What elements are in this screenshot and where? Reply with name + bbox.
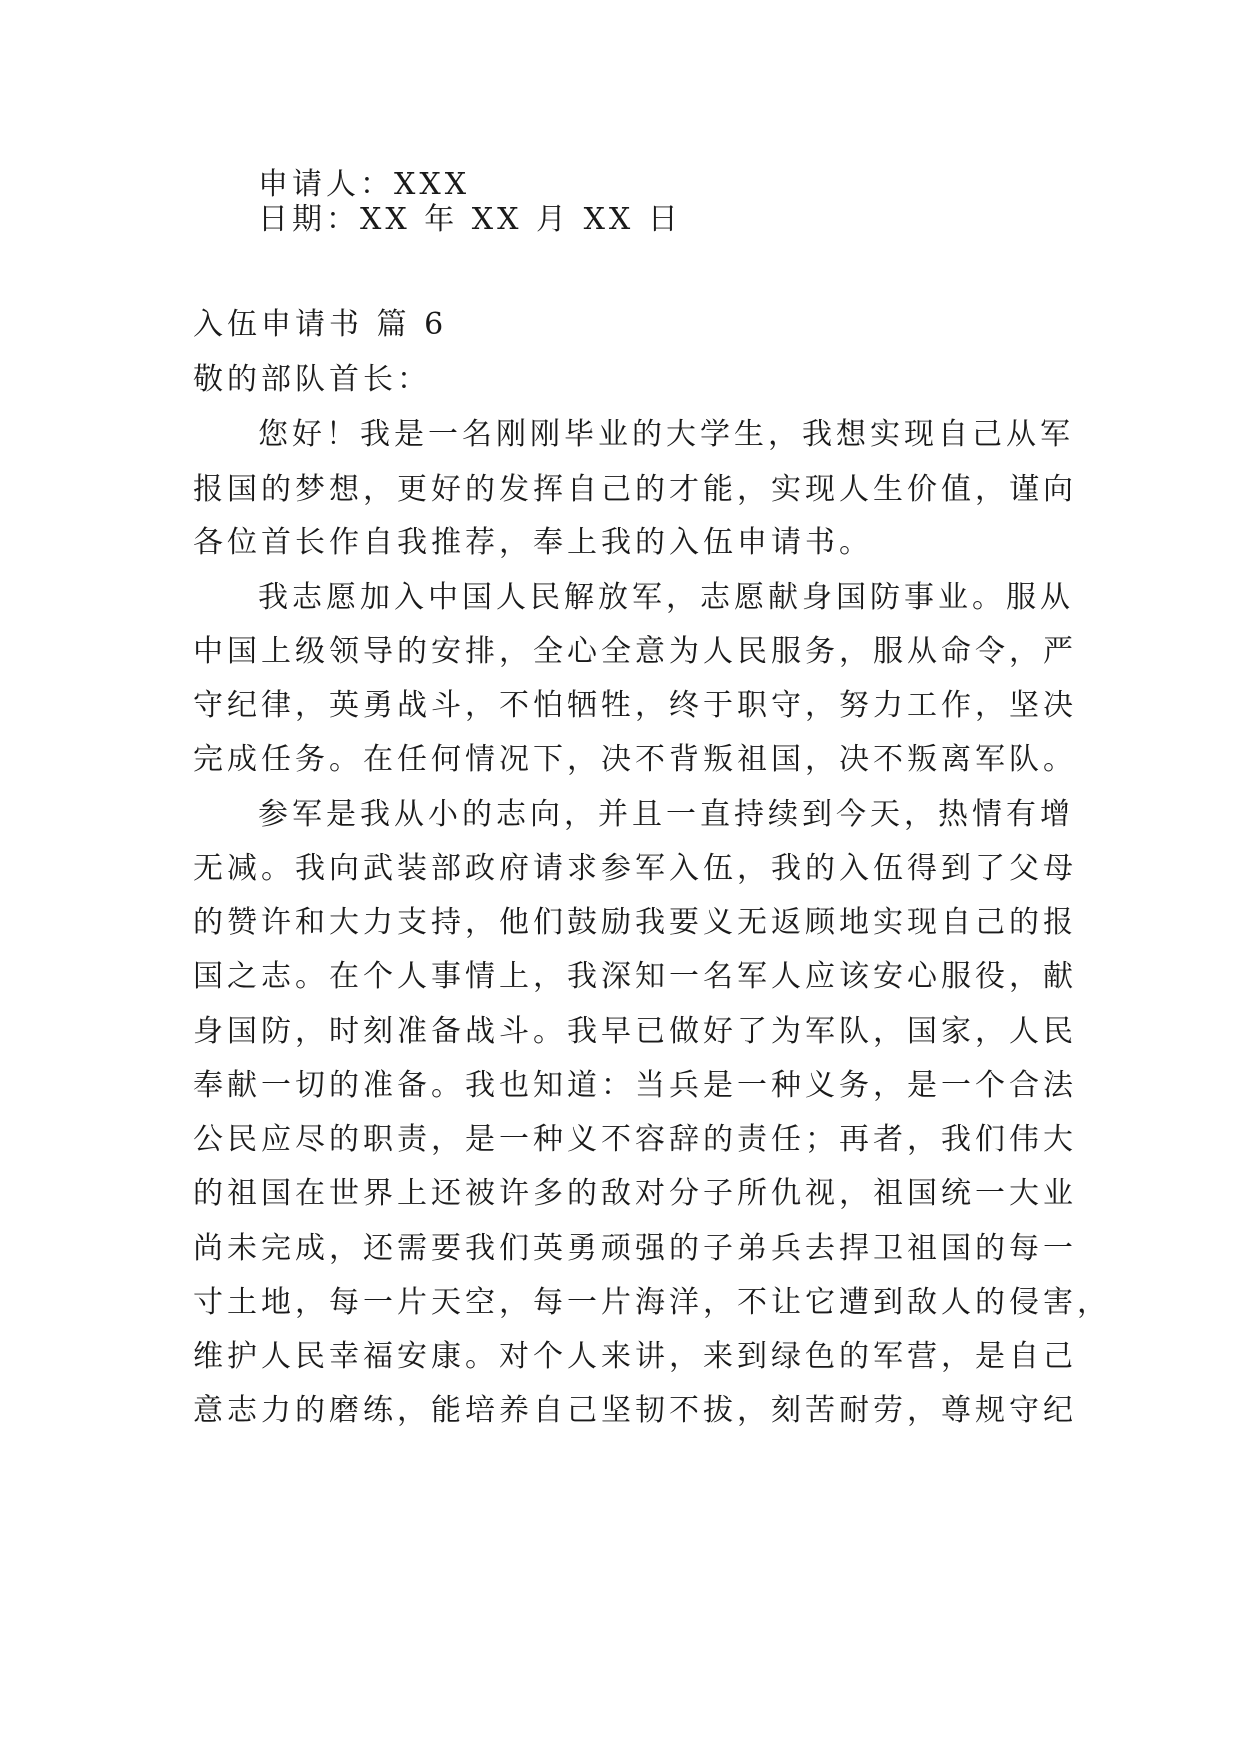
paragraph-line: 的祖国在世界上还被许多的敌对分子所仇视，祖国统一大业 xyxy=(193,1176,1077,1211)
date-line: 日期：XX 年 XX 月 XX 日 xyxy=(258,202,682,237)
paragraph-line: 各位首长作自我推荐，奉上我的入伍申请书。 xyxy=(193,525,873,560)
paragraph-line: 国之志。在个人事情上，我深知一名军人应该安心服役，献 xyxy=(193,959,1077,994)
paragraph-line: 寸土地，每一片天空，每一片海洋，不让它遭到敌人的侵害， xyxy=(193,1285,1111,1320)
salutation: 敬的部队首长： xyxy=(193,362,431,397)
paragraph-line: 中国上级领导的安排，全心全意为人民服务，服从命令，严 xyxy=(193,634,1077,669)
paragraph-line: 尚未完成，还需要我们英勇顽强的子弟兵去捍卫祖国的每一 xyxy=(193,1231,1077,1266)
section-title: 入伍申请书 篇 6 xyxy=(193,307,448,342)
paragraph-line: 的赞许和大力支持，他们鼓励我要义无返顾地实现自己的报 xyxy=(193,905,1077,940)
paragraph-line: 您好！我是一名刚刚毕业的大学生，我想实现自己从军 xyxy=(258,417,1074,452)
paragraph-line: 维护人民幸福安康。对个人来讲，来到绿色的军营，是自己 xyxy=(193,1339,1077,1374)
paragraph-line: 报国的梦想，更好的发挥自己的才能，实现人生价值，谨向 xyxy=(193,472,1077,507)
paragraph-line: 我志愿加入中国人民解放军，志愿献身国防事业。服从 xyxy=(258,580,1074,615)
paragraph-line: 无减。我向武装部政府请求参军入伍，我的入伍得到了父母 xyxy=(193,851,1077,886)
applicant-line: 申请人：XXX xyxy=(258,167,471,202)
paragraph-line: 意志力的磨练，能培养自己坚韧不拔，刻苦耐劳，尊规守纪 xyxy=(193,1393,1077,1428)
paragraph-line: 完成任务。在任何情况下，决不背叛祖国，决不叛离军队。 xyxy=(193,742,1077,777)
paragraph-line: 奉献一切的准备。我也知道：当兵是一种义务，是一个合法 xyxy=(193,1068,1077,1103)
paragraph-line: 守纪律，英勇战斗，不怕牺牲，终于职守，努力工作，坚决 xyxy=(193,688,1077,723)
paragraph-line: 身国防，时刻准备战斗。我早已做好了为军队，国家，人民 xyxy=(193,1014,1077,1049)
paragraph-line: 公民应尽的职责，是一种义不容辞的责任；再者，我们伟大 xyxy=(193,1122,1077,1157)
paragraph-line: 参军是我从小的志向，并且一直持续到今天，热情有增 xyxy=(258,797,1074,832)
